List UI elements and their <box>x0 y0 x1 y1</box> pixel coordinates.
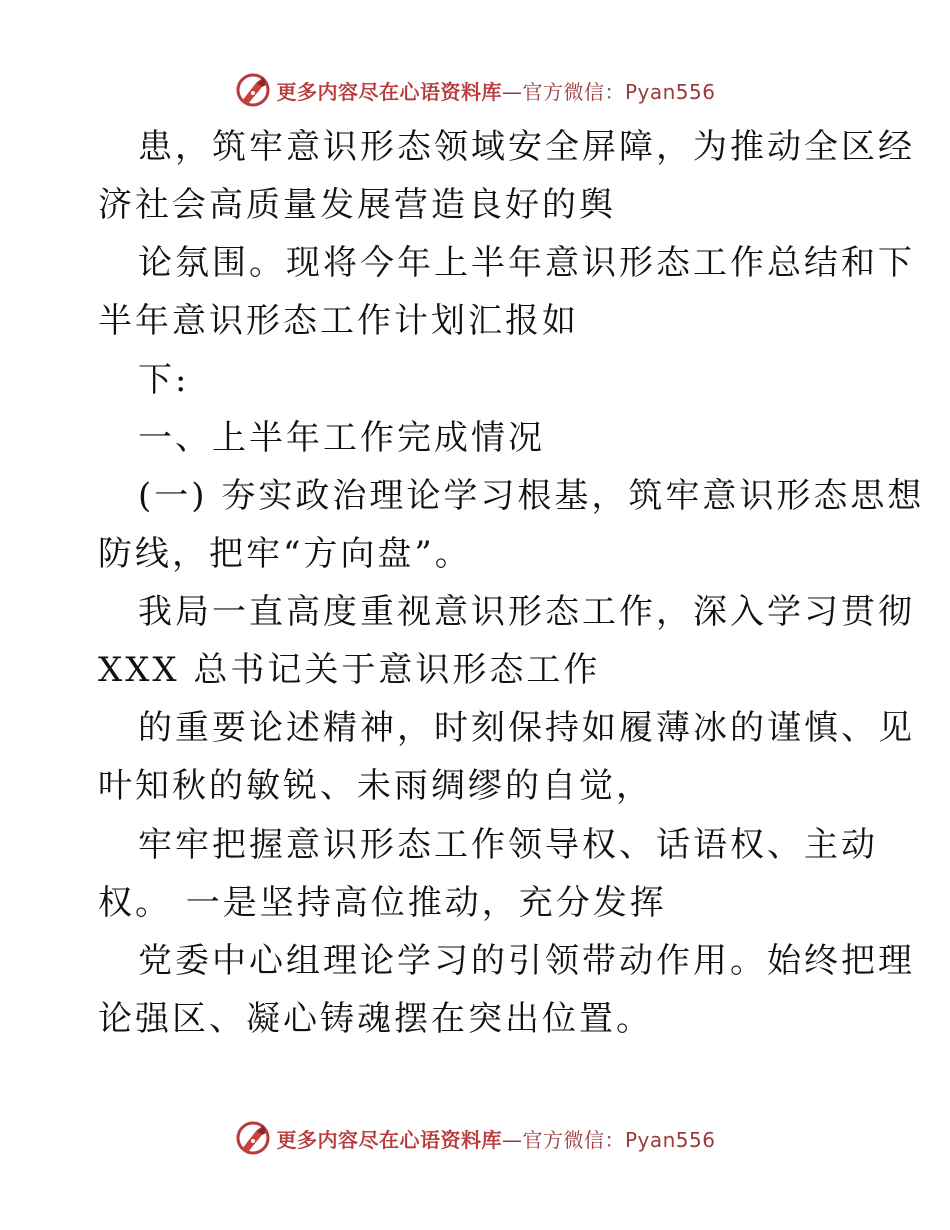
paragraph-line: 牢牢把握意识形态工作领导权、话语权、主动 <box>138 825 878 865</box>
paragraph-line: 党委中心组理论学习的引领带动作用。始终把理 <box>138 941 915 981</box>
subsection-heading-continued: 防线，把牢“方向盘”。 <box>98 534 472 574</box>
paragraph-line: 论强区、凝心铸魂摆在突出位置。 <box>98 999 653 1039</box>
paragraph-line: 下: <box>138 360 190 400</box>
paragraph-line: 权。 一是坚持高位推动，充分发挥 <box>98 883 667 923</box>
paragraph-line: 半年意识形态工作计划汇报如 <box>98 301 579 341</box>
banner-main-text: 更多内容尽在心语资料库 <box>276 79 502 104</box>
pen-nib-logo-icon <box>234 1119 272 1157</box>
paragraph-line: 的重要论述精神，时刻保持如履薄冰的谨慎、见 <box>138 708 915 748</box>
banner-wechat-text: —官方微信：Pyan556 <box>501 1127 716 1152</box>
paragraph-line: 济社会高质量发展营造良好的舆 <box>98 185 616 225</box>
paragraph-line: 论氛围。现将今年上半年意识形态工作总结和下 <box>138 243 915 283</box>
banner-main-text: 更多内容尽在心语资料库 <box>276 1127 502 1152</box>
subsection-heading: (一) 夯实政治理论学习根基，筑牢意识形态思想 <box>138 476 925 516</box>
paragraph-line: 患，筑牢意识形态领域安全屏障，为推动全区经 <box>138 127 915 167</box>
section-heading: 一、上半年工作完成情况 <box>138 418 545 458</box>
paragraph-line: XXX 总书记关于意识形态工作 <box>98 650 601 690</box>
banner-text <box>276 1124 715 1153</box>
footer-watermark-banner <box>0 1118 950 1158</box>
paragraph-line: 叶知秋的敏锐、未雨绸缪的自觉， <box>98 766 653 806</box>
banner-wechat-text: —官方微信：Pyan556 <box>501 79 716 104</box>
paragraph-line: 我局一直高度重视意识形态工作，深入学习贯彻 <box>138 592 915 632</box>
